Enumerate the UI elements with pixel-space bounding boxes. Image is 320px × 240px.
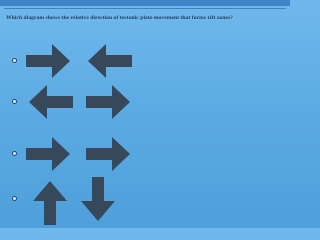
radio-button-c[interactable]: [12, 151, 17, 156]
arrow-left-icon: [86, 41, 132, 81]
arrow-right-icon: [26, 41, 72, 81]
answer-option-a[interactable]: [0, 38, 290, 84]
arrow-right-icon: [86, 134, 132, 174]
radio-button-a[interactable]: [12, 58, 17, 63]
arrow-up-icon: [30, 179, 70, 225]
divider: [4, 8, 286, 9]
answer-option-c[interactable]: [0, 131, 290, 177]
arrow-right-icon: [26, 134, 72, 174]
arrow-left-icon: [27, 82, 73, 122]
question-text: Which diagram shows the relative direction of tectonic plate movement that forms rift zones?: [6, 15, 234, 21]
answer-option-d[interactable]: [0, 176, 290, 222]
answer-option-b[interactable]: [0, 79, 290, 125]
radio-button-b[interactable]: [12, 99, 17, 104]
radio-button-d[interactable]: [12, 196, 17, 201]
arrow-right-icon: [86, 82, 132, 122]
arrow-down-icon: [78, 177, 118, 223]
top-bar: [0, 0, 290, 6]
